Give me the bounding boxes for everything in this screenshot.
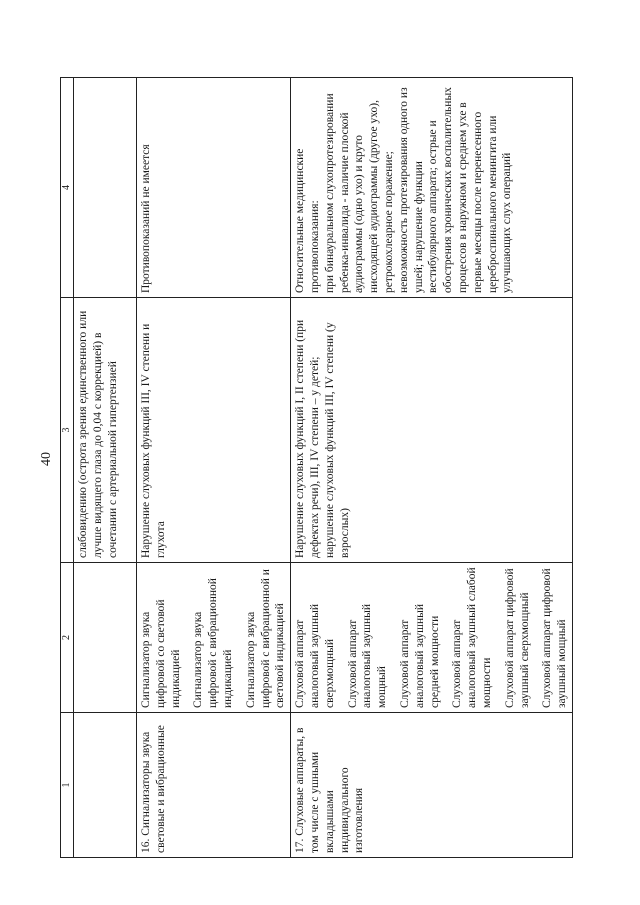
device-model: Сигнализатор звука цифровой со световой индикацией [140,599,182,708]
contraindication-text: при бинауральном слухопротезировании ребенка-инвалида - наличие плоской аудиограммы (одно ухо) и круто нисходящей аудиограммы (другое ухо), ретрокохлеарное поражение; невозможность протезирования одного из ушей; нарушение функции вестибулярного аппарата; острые и обострения хронических воспалительных процессов в наружном и среднем ухе в первые месяцы после перенесенного цереброспинального менингита или улучшающих слух операций [323,87,514,293]
device-model: Слуховой аппарат аналоговый заушный средней мощности [398,603,441,708]
table-row [137,78,291,858]
table-cell [74,713,137,858]
column-number: 3 [61,298,74,563]
contraindications [291,78,573,298]
column-number: 4 [61,78,74,298]
device-model: Сигнализатор звука цифровой с вибрационной и световой индикацией [244,569,287,708]
device-models [137,563,291,713]
contraindication-heading: Относительные медицинские противопоказания: [294,148,321,293]
device-model: Сигнализатор звука цифровой с вибрационной индикацией [192,578,234,708]
devices-table [60,77,573,858]
table-row [291,78,573,858]
indication-line: нарушение слуховых функций III, IV степени (у взрослых) [323,322,351,558]
device-category: 16. Сигнализаторы звука световые и вибрационные [137,713,291,858]
indication-line: Нарушение слуховых функций I, II степени (при дефектах речи), III, IV степени – у детей; [294,319,321,558]
column-number: 1 [61,713,74,858]
column-number-row [61,78,74,858]
table-row [74,78,137,858]
device-model: Слуховой аппарат цифровой заушный мощный [541,568,569,708]
page-number: 40 [39,452,54,466]
device-category: 17. Слуховые аппараты, в том числе с ушными вкладышами индивидуального изготовления [291,713,573,858]
column-number: 2 [61,563,74,713]
device-model: Слуховой аппарат цифровой заушный сверхмощный [503,568,531,708]
table-cell [74,563,137,713]
rotated-page [60,78,569,858]
device-model: Слуховой аппарат аналоговый заушный слабой мощности [451,567,493,708]
table-cell [74,78,137,298]
device-models [291,563,573,713]
contraindications: Противопоказаний не имеется [137,78,291,298]
device-model: Слуховой аппарат аналоговый заушный сверхмощный [294,603,336,708]
indications: Нарушение слуховых функций III, IV степени и глухота [137,298,291,563]
indications [291,298,573,563]
device-model: Слуховой аппарат аналоговый заушный мощный [346,603,389,708]
table-cell: слабовидению (острота зрения единственного или лучше видящего глаза до 0,04 с коррекцией) в сочетании с артериальной гипертензией [74,298,137,563]
